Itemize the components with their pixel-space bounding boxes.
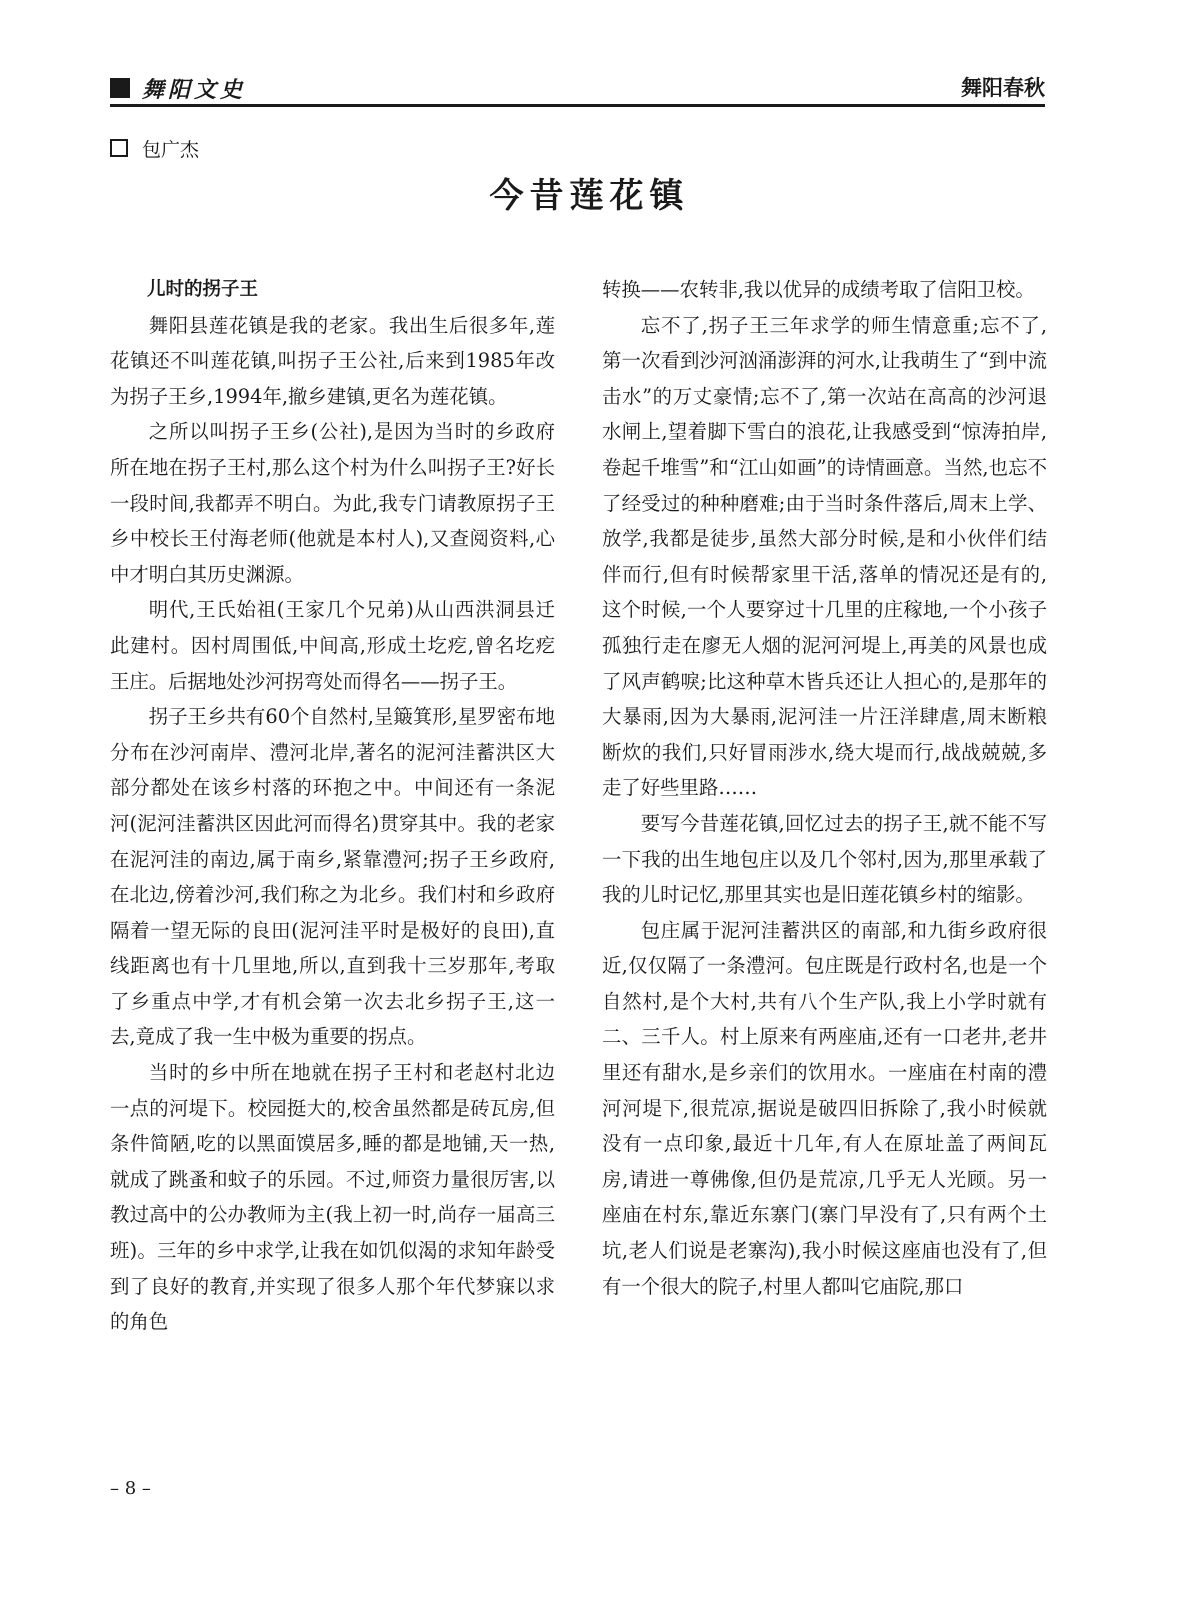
paragraph: 当时的乡中所在地就在拐子王村和老赵村北边一点的河堤下。校园挺大的,校舍虽然都是砖瓦房,但条件简陋,吃的以黑面馍居多,睡的都是地铺,天一热,就成了跳蚤和蚊子的乐园。不过,师资力量很厉害,以教过高中的公办教师为主(我上初一时,尚存一届高三班)。三年的乡中求学,让我在如饥似渴的求知年龄受到了良好的教育,并实现了很多人那个年代梦寐以求的角色 — [110, 1061, 555, 1334]
header-left — [110, 74, 246, 102]
header-rule — [110, 104, 1045, 107]
journal-title: 舞阳文史 — [142, 76, 247, 103]
paragraph: 之所以叫拐子王乡(公社),是因为当时的乡政府所在地在拐子王村,那么这个村为什么叫拐子王?好长一段时间,我都弄不明白。为此,我专门请教原拐子王乡中校长王付海老师(他就是本村人),又查阅资料,心中才明白其历史渊源。 — [110, 420, 555, 586]
paragraph: 忘不了,拐子王三年求学的师生情意重;忘不了,第一次看到沙河汹涌澎湃的河水,让我萌生了“到中流击水”的万丈豪情;忘不了,第一次站在高高的沙河退水闸上,望着脚下雪白的浪花,让我感受到“惊涛拍岸,卷起千堆雪”和“江山如画”的诗情画意。当然,也忘不了经受过的种种磨难;由于当时条件落后,周末上学、放学,我都是徒步,虽然大部分时候,是和小伙伴们结伴而行,但有时候帮家里干活,落单的情况还是有的,这个时候,一个人要穿过十几里的庄稼地,一个小孩子孤独行走在廖无人烟的泥河河堤上,再美的风景也成了风声鹤唳;比这种草木皆兵还让人担心的,是那年的大暴雨,因为大暴雨,泥河洼一片汪洋肆虐,周末断粮断炊的我们,只好冒雨涉水,绕大堤而行,战战兢兢,多走了好些里路…… — [602, 313, 1047, 800]
subheading: 儿时的拐子王 — [147, 279, 259, 300]
paragraph: 舞阳县莲花镇是我的老家。我出生后很多年,莲花镇还不叫莲花镇,叫拐子王公社,后来到1985年改为拐子王乡,1994年,撤乡建镇,更名为莲花镇。 — [110, 313, 555, 408]
section-title: 舞阳春秋 — [961, 76, 1045, 100]
paragraph: 要写今昔莲花镇,回忆过去的拐子王,就不能不写一下我的出生地包庄以及几个邻村,因为,那里承载了我的儿时记忆,那里其实也是旧莲花镇乡村的缩影。 — [602, 811, 1047, 907]
paragraph: 拐子王乡共有60个自然村,呈簸箕形,星罗密布地分布在沙河南岸、澧河北岸,著名的泥河洼蓄洪区大部分都处在该乡村落的环抱之中。中间还有一条泥河(泥河洼蓄洪区因此河而得名)贯穿其中。我的老家在泥河洼的南边,属于南乡,紧靠澧河;拐子王乡政府,在北边,傍着沙河,我们称之为北乡。我们村和乡政府隔着一望无际的良田(泥河洼平时是极好的良田),直线距离也有十几里地,所以,直到我十三岁那年,考取了乡重点中学,才有机会第一次去北乡拐子王,这一去,竟成了我一生中极为重要的拐点。 — [110, 705, 555, 1049]
left-column — [110, 272, 555, 1340]
author-box-icon — [110, 139, 128, 157]
right-column — [602, 272, 1047, 1304]
author-name: 包广杰 — [142, 138, 200, 161]
author-line — [110, 136, 199, 160]
page-number: – 8 – — [110, 1478, 151, 1499]
header-square-icon — [110, 78, 130, 98]
paragraph: 包庄属于泥河洼蓄洪区的南部,和九街乡政府很近,仅仅隔了一条澧河。包庄既是行政村名,也是一个自然村,是个大村,共有八个生产队,我上小学时就有二、三千人。村上原来有两座庙,还有一口老井,老井里还有甜水,是乡亲们的饮用水。一座庙在村南的澧河河堤下,很荒凉,据说是破四旧拆除了,我小时候就没有一点印象,最近十几年,有人在原址盖了两间瓦房,请进一尊佛像,但仍是荒凉,几乎无人光顾。另一座庙在村东,靠近东寨门(寨门早没有了,只有两个土坑,老人们说是老寨沟),我小时候这座庙也没有了,但有一个很大的院子,村里人都叫它庙院,那口 — [602, 918, 1047, 1298]
paragraph-continuation: 转换——农转非,我以优异的成绩考取了信阳卫校。 — [602, 278, 1035, 301]
article-title: 今昔莲花镇 — [489, 176, 690, 216]
paragraph: 明代,王氏始祖(王家几个兄弟)从山西洪洞县迁此建村。因村周围低,中间高,形成土圪疙,曾名圪疙王庄。后据地处沙河拐弯处而得名——拐子王。 — [110, 598, 555, 693]
